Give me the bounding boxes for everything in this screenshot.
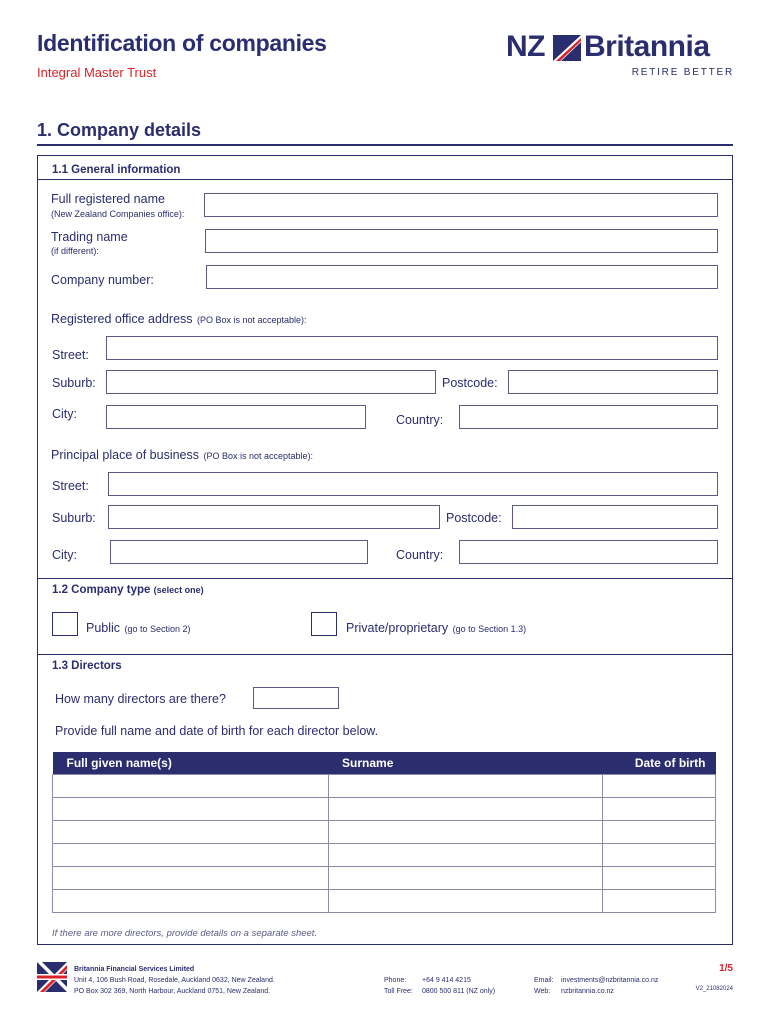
union-flag-icon bbox=[553, 35, 581, 61]
footer-tollfree-label: Toll Free: bbox=[384, 988, 413, 995]
footer-address-block bbox=[74, 964, 275, 997]
dob-cell[interactable] bbox=[603, 889, 716, 912]
private-hint: (go to Section 1.3) bbox=[452, 624, 527, 634]
table-row bbox=[53, 774, 716, 797]
col-given-names: Full given name(s) bbox=[53, 752, 329, 774]
table-row bbox=[53, 889, 716, 912]
reg-country-input[interactable] bbox=[459, 405, 718, 429]
dob-cell[interactable] bbox=[603, 866, 716, 889]
directors-table bbox=[52, 752, 716, 913]
registered-address-hint: (PO Box is not acceptable): bbox=[196, 315, 307, 325]
version-code: V2_21082024 bbox=[695, 986, 733, 992]
footer-email-label: Email: bbox=[534, 977, 554, 984]
footer-web[interactable]: nzbritannia.co.nz bbox=[561, 988, 614, 995]
reg-city-label: City: bbox=[52, 407, 77, 421]
pp-street-input[interactable] bbox=[108, 472, 718, 496]
dob-cell[interactable] bbox=[603, 820, 716, 843]
reg-street-label: Street: bbox=[52, 348, 89, 362]
dob-cell[interactable] bbox=[603, 843, 716, 866]
footer-email[interactable]: investments@nzbritannia.co.nz bbox=[561, 977, 659, 984]
principal-place-label: Principal place of business bbox=[51, 448, 199, 462]
public-checkbox[interactable] bbox=[52, 612, 78, 636]
pp-city-label: City: bbox=[52, 548, 77, 562]
divider bbox=[37, 654, 733, 655]
footer-tollfree: 0800 500 811 (NZ only) bbox=[422, 988, 496, 995]
col-surname: Surname bbox=[328, 752, 603, 774]
private-option bbox=[346, 619, 526, 637]
reg-street-input[interactable] bbox=[106, 336, 718, 360]
reg-suburb-label: Suburb: bbox=[52, 376, 96, 390]
trading-name-label: Trading name bbox=[51, 230, 128, 244]
full-name-input[interactable] bbox=[204, 193, 718, 217]
company-type-title: 1.2 Company type bbox=[52, 584, 151, 596]
company-type-hint: (select one) bbox=[153, 585, 204, 595]
surname-cell[interactable] bbox=[328, 774, 603, 797]
page-subtitle: Integral Master Trust bbox=[37, 65, 157, 80]
logo-tagline: RETIRE BETTER bbox=[631, 67, 734, 78]
footer-phone: +64 9 414 4215 bbox=[422, 977, 471, 984]
dob-cell[interactable] bbox=[603, 797, 716, 820]
pp-country-input[interactable] bbox=[459, 540, 718, 564]
reg-suburb-input[interactable] bbox=[106, 370, 436, 394]
page-number: 1/5 bbox=[719, 963, 733, 974]
full-name-label: Full registered name bbox=[51, 192, 165, 206]
surname-cell[interactable] bbox=[328, 797, 603, 820]
company-type-heading bbox=[52, 584, 204, 596]
logo-brand-text: Britannia bbox=[584, 30, 710, 63]
pp-street-label: Street: bbox=[52, 479, 89, 493]
director-count-input[interactable] bbox=[253, 687, 339, 709]
given-names-cell[interactable] bbox=[53, 889, 329, 912]
divider bbox=[37, 179, 733, 180]
public-hint: (go to Section 2) bbox=[124, 624, 191, 634]
logo-nz-text: NZ bbox=[506, 30, 545, 63]
company-number-input[interactable] bbox=[206, 265, 718, 289]
table-row bbox=[53, 866, 716, 889]
footer-address-1: Unit 4, 106 Bush Road, Rosedale, Auckland 0632, New Zealand. bbox=[74, 977, 275, 984]
trading-name-input[interactable] bbox=[205, 229, 718, 253]
given-names-cell[interactable] bbox=[53, 797, 329, 820]
reg-postcode-input[interactable] bbox=[508, 370, 718, 394]
directors-header-row bbox=[53, 752, 716, 774]
surname-cell[interactable] bbox=[328, 820, 603, 843]
private-checkbox[interactable] bbox=[311, 612, 337, 636]
table-row bbox=[53, 843, 716, 866]
reg-postcode-label: Postcode: bbox=[442, 376, 498, 390]
pp-suburb-label: Suburb: bbox=[52, 511, 96, 525]
principal-place-heading bbox=[51, 446, 313, 464]
page-title: Identification of companies bbox=[37, 30, 327, 56]
table-row bbox=[53, 797, 716, 820]
surname-cell[interactable] bbox=[328, 843, 603, 866]
full-name-hint: (New Zealand Companies office): bbox=[51, 209, 185, 219]
trading-name-hint: (if different): bbox=[51, 246, 99, 256]
footer-phone-block bbox=[384, 975, 495, 997]
footer-address-2: PO Box 302 369, North Harbour, Auckland 0751, New Zealand. bbox=[74, 988, 271, 995]
brand-logo bbox=[506, 32, 736, 80]
footer-company: Britannia Financial Services Limited bbox=[74, 966, 195, 973]
principal-place-hint: (PO Box is not acceptable): bbox=[203, 451, 314, 461]
registered-address-heading bbox=[51, 310, 307, 328]
public-option bbox=[86, 619, 191, 637]
surname-cell[interactable] bbox=[328, 889, 603, 912]
directors-instruction: Provide full name and date of birth for each director below. bbox=[55, 724, 379, 738]
directors-note: If there are more directors, provide details on a separate sheet. bbox=[52, 928, 318, 939]
surname-cell[interactable] bbox=[328, 866, 603, 889]
section-divider bbox=[37, 144, 733, 146]
footer-web-label: Web: bbox=[534, 988, 551, 995]
given-names-cell[interactable] bbox=[53, 843, 329, 866]
directors-heading: 1.3 Directors bbox=[52, 660, 122, 672]
table-row bbox=[53, 820, 716, 843]
reg-country-label: Country: bbox=[396, 413, 444, 427]
footer-contact-block bbox=[534, 975, 658, 997]
pp-suburb-input[interactable] bbox=[108, 505, 440, 529]
registered-address-label: Registered office address bbox=[51, 312, 193, 326]
private-label: Private/proprietary bbox=[346, 621, 449, 635]
section-title: 1. Company details bbox=[37, 120, 202, 140]
general-info-heading: 1.1 General information bbox=[52, 164, 181, 176]
pp-city-input[interactable] bbox=[110, 540, 368, 564]
footer-phone-label: Phone: bbox=[384, 977, 407, 984]
public-label: Public bbox=[86, 621, 121, 635]
given-names-cell[interactable] bbox=[53, 774, 329, 797]
dob-cell[interactable] bbox=[603, 774, 716, 797]
given-names-cell[interactable] bbox=[53, 820, 329, 843]
union-flag-icon bbox=[37, 962, 67, 992]
col-date-of-birth: Date of birth bbox=[603, 752, 716, 774]
director-count-label: How many directors are there? bbox=[55, 692, 226, 706]
pp-postcode-input[interactable] bbox=[512, 505, 718, 529]
company-number-label: Company number: bbox=[51, 273, 154, 287]
pp-country-label: Country: bbox=[396, 548, 444, 562]
given-names-cell[interactable] bbox=[53, 866, 329, 889]
reg-city-input[interactable] bbox=[106, 405, 366, 429]
divider bbox=[37, 578, 733, 579]
pp-postcode-label: Postcode: bbox=[446, 511, 502, 525]
